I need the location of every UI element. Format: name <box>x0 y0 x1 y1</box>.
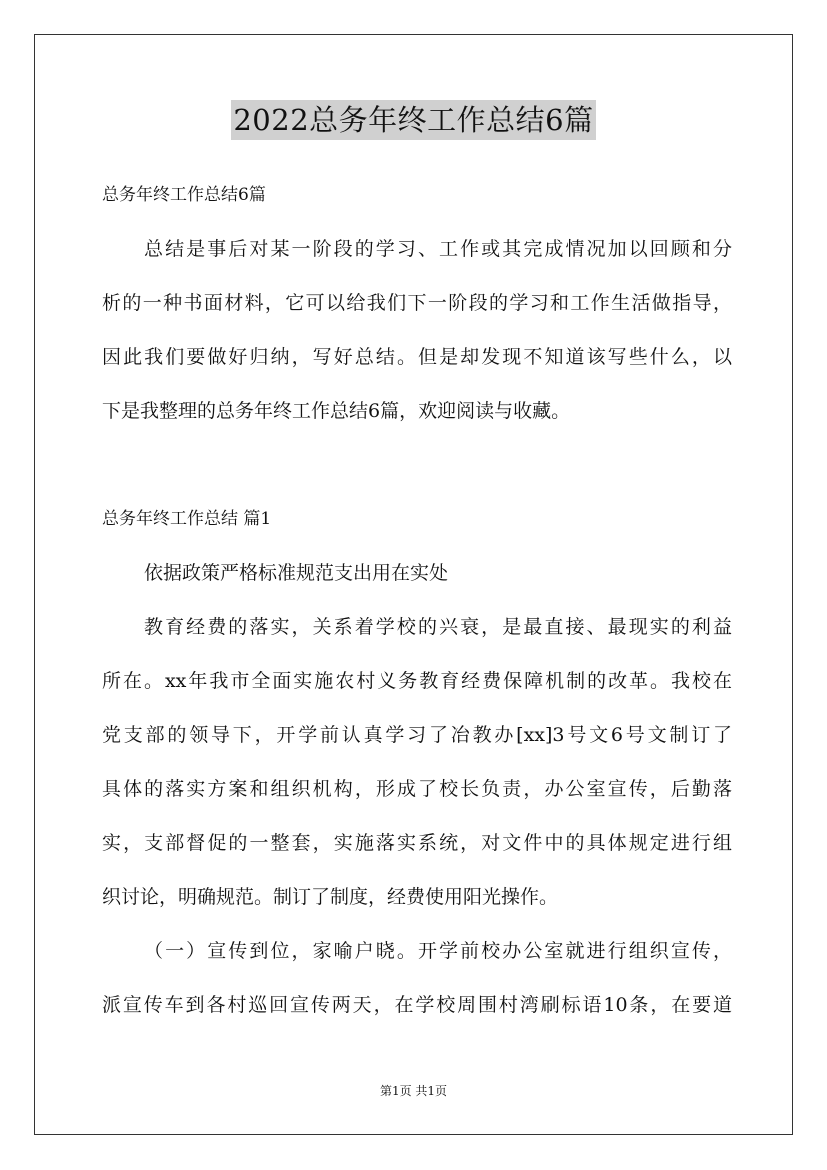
paragraph-line: 具体的落实方案和组织机构，形成了校长负责，办公室宣传，后勤落 <box>102 778 732 800</box>
paragraph-line: 所在。xx年我市全面实施农村义务教育经费保障机制的改革。我校在 <box>102 670 732 692</box>
paragraph-line: 党支部的领导下，开学前认真学习了冶教办[xx]3号文6号文制订了 <box>102 724 732 746</box>
document-title: 2022总务年终工作总结6篇 <box>231 100 595 140</box>
document-subtitle: 总务年终工作总结6篇 <box>102 185 266 205</box>
paragraph-line: 教育经费的落实，关系着学校的兴衰，是最直接、最现实的利益 <box>144 616 732 638</box>
paragraph-line: （一）宣传到位，家喻户晓。开学前校办公室就进行组织宣传， <box>144 940 732 962</box>
document-body <box>102 168 732 1032</box>
paragraph-line: 实，支部督促的一整套，实施落实系统，对文件中的具体规定进行组 <box>102 832 732 854</box>
page-footer: 第1页 共1页 <box>379 1084 448 1098</box>
section-subheading: 依据政策严格标准规范支出用在实处 <box>144 562 449 584</box>
intro-line: 总结是事后对某一阶段的学习、工作或其完成情况加以回顾和分 <box>144 238 732 260</box>
intro-line: 析的一种书面材料，它可以给我们下一阶段的学习和工作生活做指导， <box>102 292 732 314</box>
paragraph-line: 织讨论，明确规范。制订了制度，经费使用阳光操作。 <box>102 886 559 908</box>
paragraph-line: 派宣传车到各村巡回宣传两天，在学校周围村湾刷标语10条，在要道 <box>102 994 732 1016</box>
section-heading: 总务年终工作总结 篇1 <box>102 509 272 529</box>
section-gap <box>102 438 732 492</box>
intro-line: 下是我整理的总务年终工作总结6篇，欢迎阅读与收藏。 <box>102 400 571 422</box>
intro-line: 因此我们要做好归纳，写好总结。但是却发现不知道该写些什么，以 <box>102 346 732 368</box>
title-container <box>0 100 827 140</box>
